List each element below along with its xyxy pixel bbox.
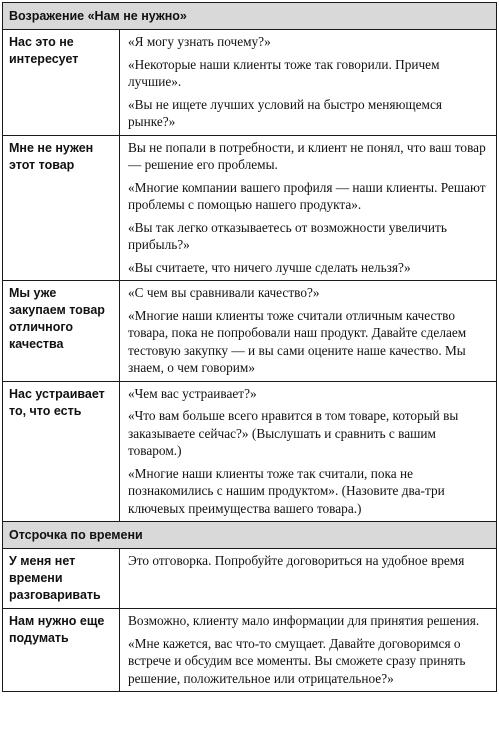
response-text: «Вы так легко отказываетесь от возможности увеличить прибыль?» (128, 219, 447, 252)
response-text: «Я могу узнать почему?» (128, 34, 271, 49)
response-text: Возможно, клиенту мало информации для принятия решения. (128, 613, 480, 628)
response-cell (120, 281, 497, 382)
response-text: «Многие наши клиенты тоже считали отличным качество товара, пока не попробовали наш продукт. Давайте сделаем тестовую закупку — и вы сами оцените наше качество. Мы знаем, о чем говорим» (128, 307, 467, 375)
objections-table (2, 2, 497, 692)
response-text: «Чем вас устраивает?» (128, 385, 257, 401)
response-text: «С чем вы сравнивали качество?» (128, 285, 320, 300)
response-cell (120, 30, 497, 136)
response-cell (120, 135, 497, 281)
objection-row (3, 609, 497, 692)
response-text: «Вы не ищете лучших условий на быстро меняющемся рынке?» (128, 96, 442, 129)
section-header-row (3, 522, 497, 549)
response-text: «Вы считаете, что ничего лучше сделать нельзя?» (128, 259, 411, 275)
response-text: «Что вам больше всего нравится в том товаре, который вы заказываете сейчас?» (Выслушать и сравнить с вашим товаром.) (128, 408, 459, 458)
objection-text: Мы уже закупаем товар отличного качества (3, 281, 120, 382)
document-page (0, 2, 499, 729)
objection-text: Нас это не интересует (3, 30, 120, 136)
objection-text: Нам нужно еще подумать (3, 609, 120, 692)
response-text: «Некоторые наши клиенты тоже так говорили. Причем лучшие». (128, 56, 440, 89)
objection-row (3, 30, 497, 136)
objection-row (3, 135, 497, 281)
objection-row (3, 281, 497, 382)
objection-text: У меня нет времени разговаривать (3, 549, 120, 609)
section-title: Возражение «Нам не нужно» (3, 3, 497, 30)
objection-row (3, 381, 497, 522)
objections-table-body (3, 3, 497, 692)
response-text: «Многие компании вашего профиля — наши клиенты. Решают проблемы с помощью нашего продукта». (128, 179, 486, 212)
objection-row (3, 549, 497, 609)
response-cell (120, 609, 497, 692)
response-text: Это отговорка. Попробуйте договориться на удобное время (128, 553, 465, 568)
objection-text: Мне не нужен этот товар (3, 135, 120, 281)
response-cell (120, 381, 497, 522)
objection-text: Нас устраивает то, что есть (3, 381, 120, 522)
response-text: Вы не попали в потребности, и клиент не понял, что ваш товар — решение его проблемы. (128, 139, 486, 172)
response-text: «Мне кажется, вас что-то смущает. Давайте договоримся о встрече и обсудим все моменты. Вы сможете сразу принять решение, положительное или отрицательное?» (128, 635, 466, 686)
section-title: Отсрочка по времени (3, 522, 497, 549)
response-text: «Многие наши клиенты тоже так считали, пока не познакомились с нашим продуктом». (Назовите два-три ключевых преимущества вашего товара.) (128, 465, 445, 516)
response-cell (120, 549, 497, 609)
section-header-row (3, 3, 497, 30)
